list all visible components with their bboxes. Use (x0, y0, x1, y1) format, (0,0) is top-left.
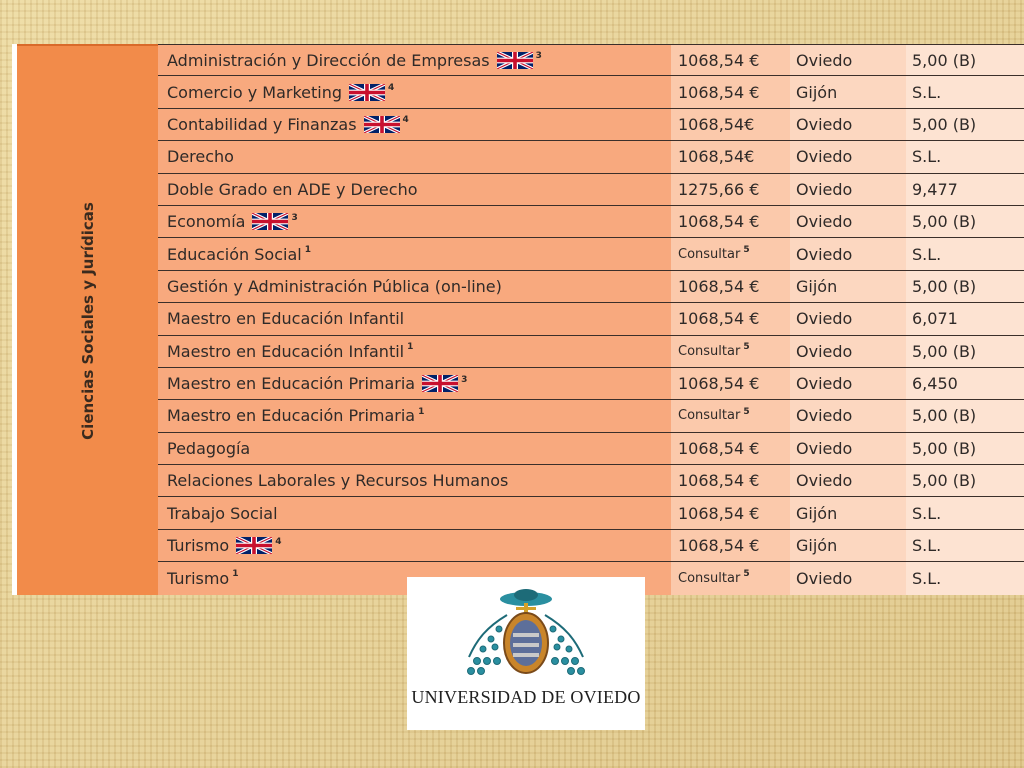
campus-cell (790, 400, 906, 431)
degree-name: Maestro en Educación Primaria (167, 374, 416, 394)
price-value: 1068,54 € (678, 503, 760, 523)
campus-cell (790, 465, 906, 496)
campus-value: Gijón (796, 82, 838, 102)
grade-value: S.L. (912, 82, 942, 102)
degree-cell (158, 76, 671, 107)
degree-name: Administración y Dirección de Empresas (167, 50, 490, 70)
table-row (158, 141, 1024, 173)
grade-cell (906, 206, 1024, 237)
campus-cell (790, 141, 906, 172)
footnote-mark: 3 (291, 212, 298, 223)
table-row (158, 303, 1024, 335)
price-value: 1068,54 € (678, 471, 760, 491)
degree-cell (158, 465, 671, 496)
campus-value: Oviedo (796, 568, 853, 588)
degree-name: Pedagogía (167, 438, 251, 458)
footnote-mark: 1 (304, 245, 311, 256)
table-row (158, 530, 1024, 562)
footnote-mark: 4 (388, 83, 395, 94)
price-cell (671, 271, 790, 302)
campus-cell (790, 368, 906, 399)
grade-value: S.L. (912, 503, 942, 523)
grade-value: 5,00 (B) (912, 50, 977, 70)
campus-value: Gijón (796, 276, 838, 296)
campus-cell (790, 45, 906, 75)
footnote-mark: 5 (743, 406, 750, 417)
campus-cell (790, 497, 906, 528)
grade-value: 5,00 (B) (912, 471, 977, 491)
grade-value: S.L. (912, 147, 942, 167)
degree-cell (158, 530, 671, 561)
university-logo (407, 577, 645, 730)
table-rows (158, 44, 1024, 595)
footnote-mark: 4 (275, 536, 282, 547)
uk-flag-icon (497, 52, 533, 69)
price-cell (671, 336, 790, 367)
price-value: 1068,54 € (678, 374, 760, 394)
grade-cell (906, 368, 1024, 399)
grade-value: 6,450 (912, 374, 958, 394)
degree-name: Contabilidad y Finanzas (167, 114, 357, 134)
footnote-mark: 1 (418, 406, 425, 417)
price-cell (671, 206, 790, 237)
degree-name: Economía (167, 212, 246, 232)
degree-name: Maestro en Educación Primaria (167, 406, 416, 426)
price-cell (671, 303, 790, 334)
campus-cell (790, 336, 906, 367)
degree-cell (158, 174, 671, 205)
campus-value: Oviedo (796, 471, 853, 491)
grade-cell (906, 45, 1024, 75)
grade-cell (906, 497, 1024, 528)
price-cell (671, 238, 790, 269)
table-row (158, 174, 1024, 206)
price-value: 1068,54€ (678, 147, 755, 167)
grade-cell (906, 400, 1024, 431)
degree-name: Comercio y Marketing (167, 82, 343, 102)
grade-value: 5,00 (B) (912, 341, 977, 361)
price-value: 1068,54 € (678, 50, 760, 70)
footnote-mark: 3 (535, 51, 542, 62)
degree-cell (158, 141, 671, 172)
price-cell (671, 465, 790, 496)
footnote-mark: 1 (407, 342, 414, 353)
campus-cell (790, 530, 906, 561)
degree-cell (158, 109, 671, 140)
campus-cell (790, 174, 906, 205)
logo-text: UNIVERSIDAD DE OVIEDO (411, 687, 641, 707)
grade-value: 5,00 (B) (912, 438, 977, 458)
campus-value: Oviedo (796, 406, 853, 426)
price-value: 1068,54 € (678, 276, 760, 296)
campus-value: Oviedo (796, 438, 853, 458)
degree-name: Doble Grado en ADE y Derecho (167, 179, 418, 199)
campus-value: Oviedo (796, 374, 853, 394)
price-value: Consultar (678, 343, 741, 359)
degree-name: Trabajo Social (167, 503, 278, 523)
grade-cell (906, 562, 1024, 594)
price-value: 1275,66 € (678, 179, 760, 199)
price-value: 1068,54 € (678, 82, 760, 102)
degree-name: Maestro en Educación Infantil (167, 341, 405, 361)
degree-cell (158, 400, 671, 431)
category-column (17, 44, 158, 595)
degree-name: Educación Social (167, 244, 302, 264)
campus-value: Oviedo (796, 309, 853, 329)
campus-cell (790, 562, 906, 594)
grade-value: S.L. (912, 568, 942, 588)
grade-cell (906, 76, 1024, 107)
price-cell (671, 433, 790, 464)
price-cell (671, 368, 790, 399)
campus-value: Oviedo (796, 114, 853, 134)
grade-value: 5,00 (B) (912, 406, 977, 426)
campus-value: Oviedo (796, 341, 853, 361)
footnote-mark: 3 (461, 374, 468, 385)
grade-value: 9,477 (912, 179, 958, 199)
footnote-mark: 4 (402, 115, 409, 126)
price-cell (671, 562, 790, 594)
campus-value: Oviedo (796, 212, 853, 232)
grade-cell (906, 303, 1024, 334)
price-cell (671, 45, 790, 75)
price-value: 1068,54 € (678, 212, 760, 232)
degree-name: Gestión y Administración Pública (on-line) (167, 276, 502, 296)
table-row (158, 497, 1024, 529)
price-cell (671, 141, 790, 172)
price-cell (671, 76, 790, 107)
campus-cell (790, 433, 906, 464)
footnote-mark: 5 (743, 342, 750, 353)
category-label: Ciencias Sociales y Jurídicas (78, 201, 97, 440)
uk-flag-icon (349, 84, 385, 101)
price-value: 1068,54 € (678, 536, 760, 556)
price-cell (671, 400, 790, 431)
table-row (158, 336, 1024, 368)
campus-value: Gijón (796, 503, 838, 523)
table-row (158, 206, 1024, 238)
degree-cell (158, 336, 671, 367)
uk-flag-icon (252, 213, 288, 230)
campus-cell (790, 238, 906, 269)
price-cell (671, 174, 790, 205)
price-value: Consultar (678, 246, 741, 262)
grade-value: 5,00 (B) (912, 212, 977, 232)
price-value: 1068,54€ (678, 114, 755, 134)
table-row (158, 44, 1024, 76)
grade-cell (906, 530, 1024, 561)
degree-cell (158, 45, 671, 75)
price-cell (671, 530, 790, 561)
price-cell (671, 109, 790, 140)
grade-value: S.L. (912, 244, 942, 264)
campus-cell (790, 303, 906, 334)
campus-cell (790, 271, 906, 302)
campus-cell (790, 206, 906, 237)
table-row (158, 433, 1024, 465)
uk-flag-icon (422, 375, 458, 392)
price-value: 1068,54 € (678, 438, 760, 458)
footnote-mark: 5 (743, 569, 750, 580)
grade-cell (906, 141, 1024, 172)
degree-cell (158, 271, 671, 302)
degree-name: Derecho (167, 147, 234, 167)
footnote-mark: 5 (743, 245, 750, 256)
degree-cell (158, 238, 671, 269)
degree-name: Maestro en Educación Infantil (167, 309, 405, 329)
uk-flag-icon (364, 116, 400, 133)
grade-value: 6,071 (912, 309, 958, 329)
campus-value: Gijón (796, 536, 838, 556)
degree-name: Relaciones Laborales y Recursos Humanos (167, 471, 509, 491)
coat-of-arms-icon (407, 577, 645, 687)
grade-cell (906, 465, 1024, 496)
table-row (158, 109, 1024, 141)
degree-name: Turismo (167, 536, 230, 556)
price-value: Consultar (678, 408, 741, 424)
degree-cell (158, 433, 671, 464)
degree-cell (158, 303, 671, 334)
grade-cell (906, 336, 1024, 367)
footnote-mark: 1 (232, 569, 239, 580)
price-value: 1068,54 € (678, 309, 760, 329)
grade-value: 5,00 (B) (912, 114, 977, 134)
degree-cell (158, 497, 671, 528)
price-cell (671, 497, 790, 528)
grade-cell (906, 433, 1024, 464)
grade-value: 5,00 (B) (912, 276, 977, 296)
degree-cell (158, 368, 671, 399)
table-row (158, 368, 1024, 400)
table-row (158, 238, 1024, 270)
campus-value: Oviedo (796, 244, 853, 264)
campus-cell (790, 76, 906, 107)
grade-cell (906, 238, 1024, 269)
campus-value: Oviedo (796, 147, 853, 167)
uk-flag-icon (236, 537, 272, 554)
grade-value: S.L. (912, 536, 942, 556)
table-row (158, 76, 1024, 108)
campus-value: Oviedo (796, 179, 853, 199)
table-row (158, 465, 1024, 497)
price-value: Consultar (678, 570, 741, 586)
degrees-table (12, 44, 1024, 595)
campus-cell (790, 109, 906, 140)
degree-cell (158, 206, 671, 237)
table-row (158, 271, 1024, 303)
campus-value: Oviedo (796, 50, 853, 70)
table-row (158, 400, 1024, 432)
grade-cell (906, 174, 1024, 205)
grade-cell (906, 109, 1024, 140)
degree-name: Turismo (167, 568, 230, 588)
grade-cell (906, 271, 1024, 302)
